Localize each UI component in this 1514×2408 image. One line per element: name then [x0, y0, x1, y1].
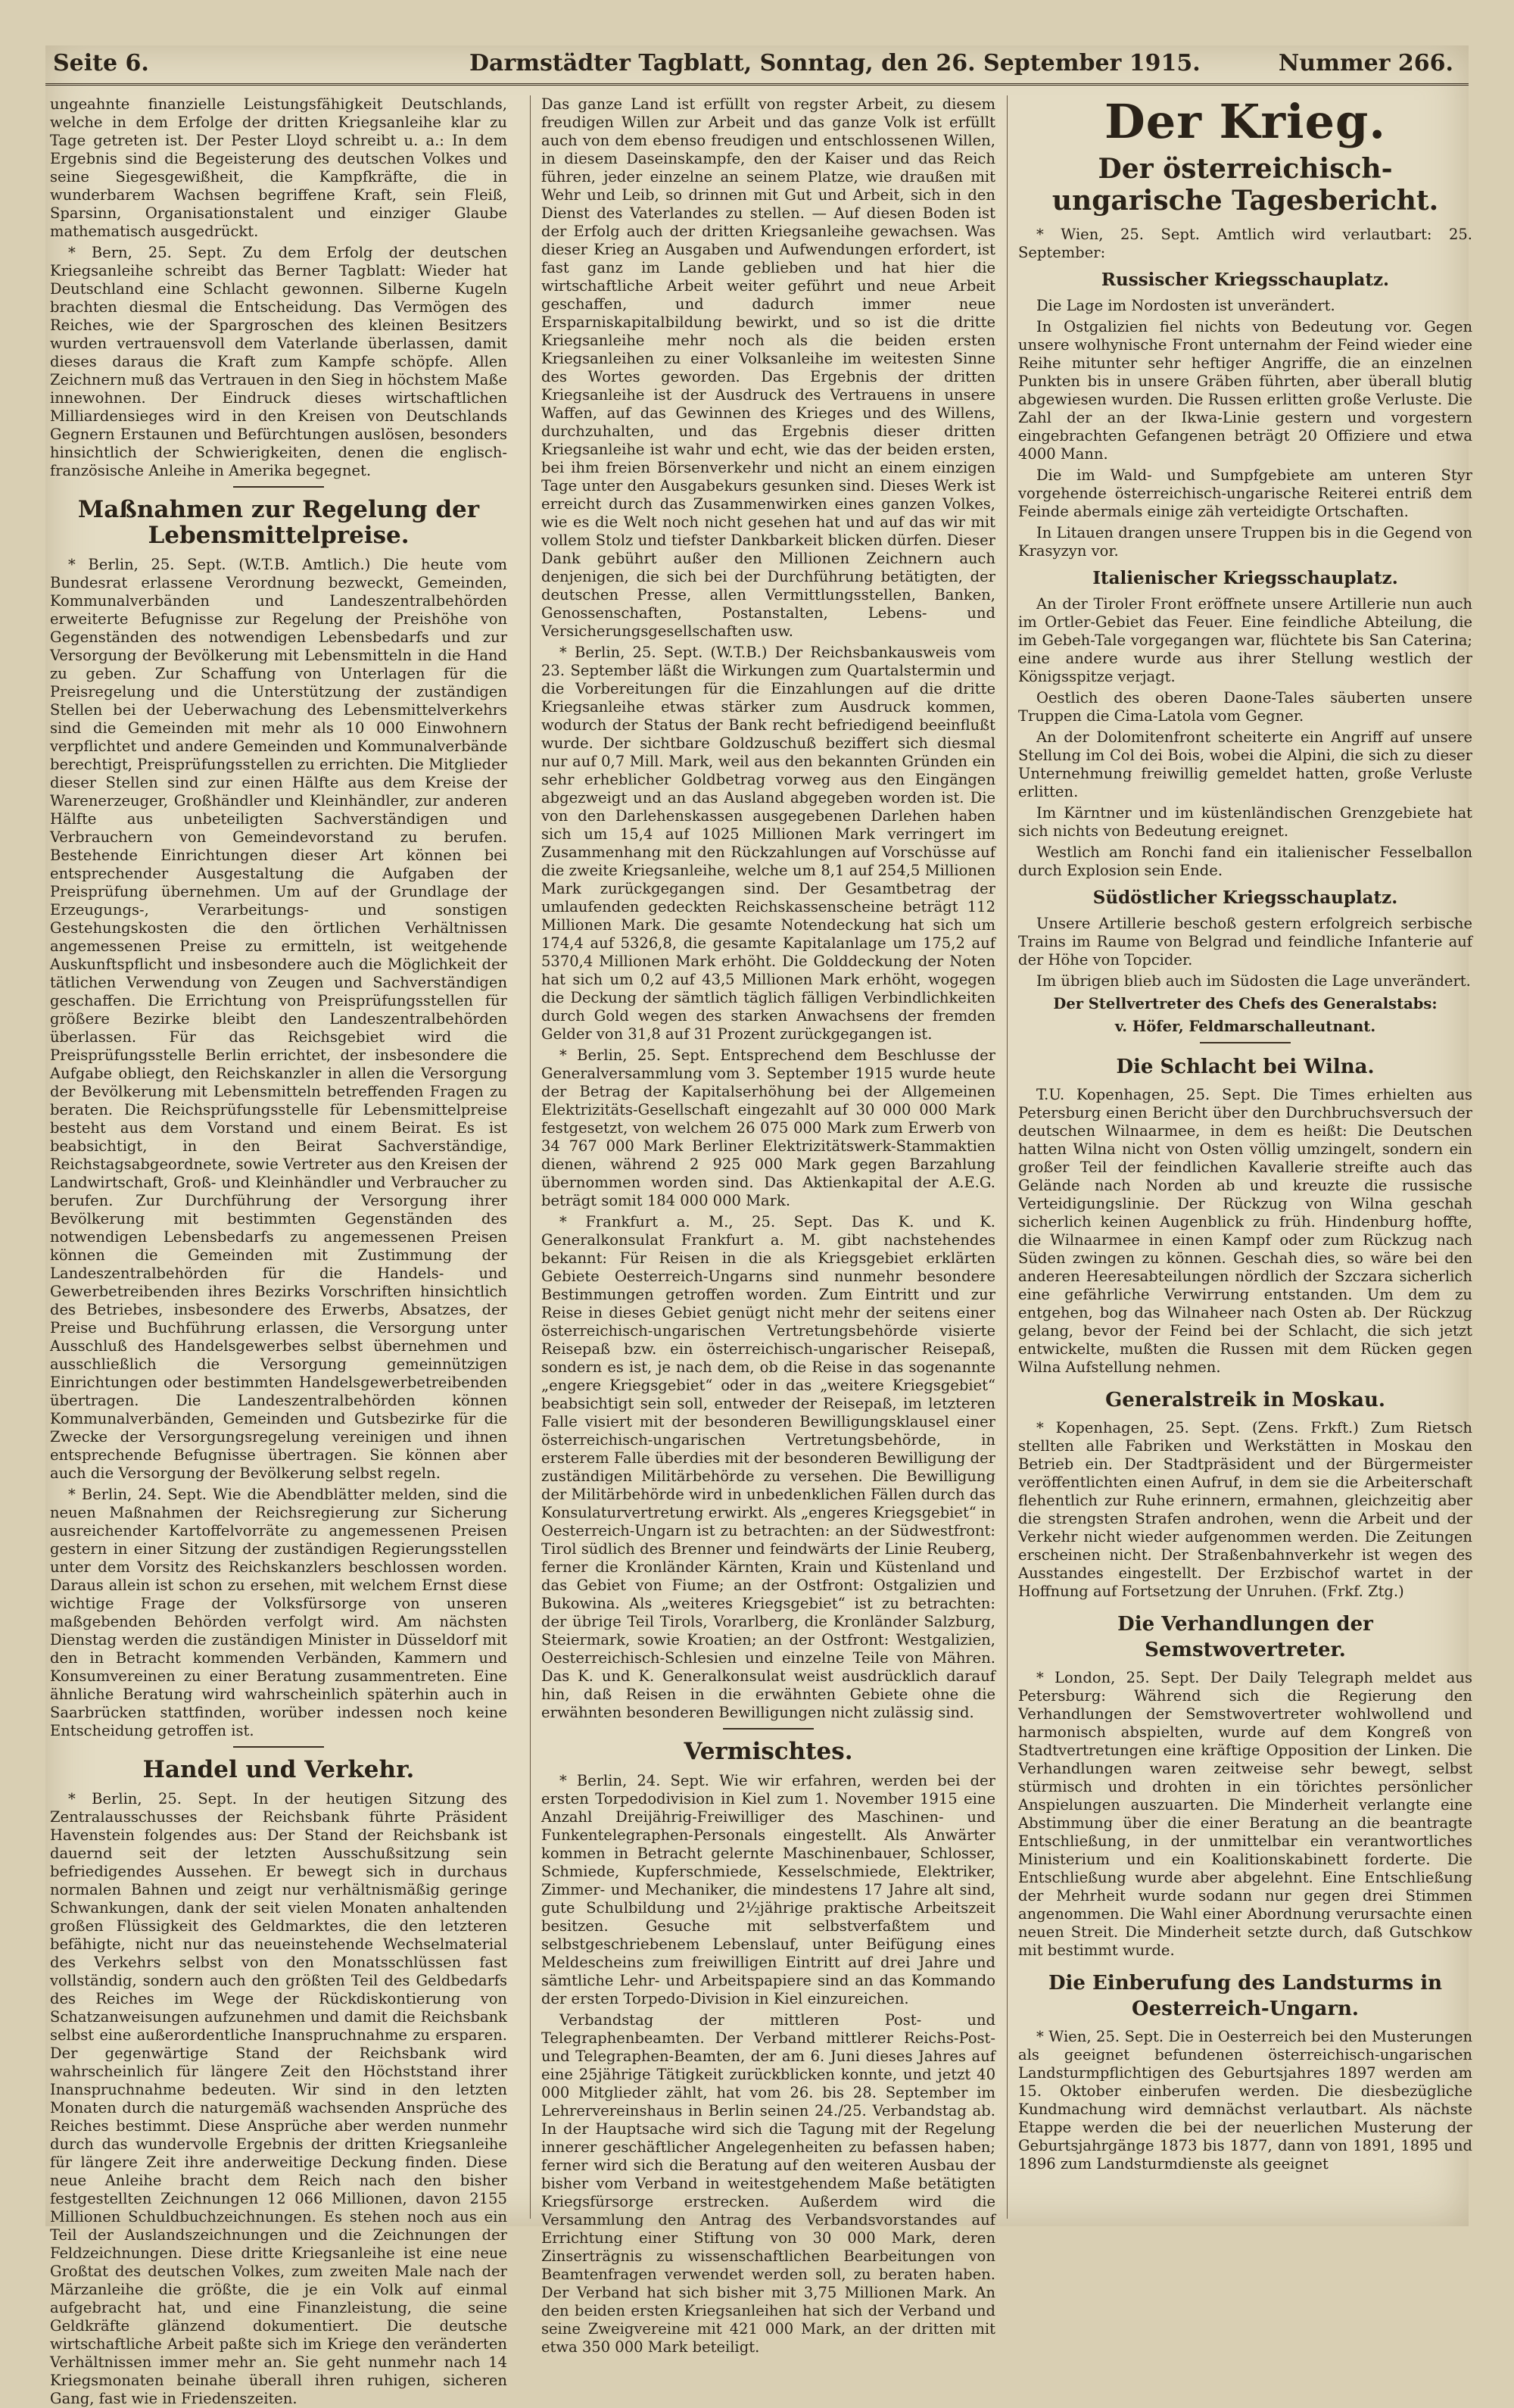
divider: [1200, 1042, 1291, 1043]
subheading-tagesbericht: Der österreichisch-ungarische Tagesbericht.: [1051, 153, 1439, 217]
article-bern: * Bern, 25. Sept. Zu dem Erfolg der deutschen Kriegsanleihe schreibt das Berner Tagblatt: Wieder hat Deutschland eine Schlacht gewonnen. Silberne Kugeln brachten diesmal die Entscheidung. Das Vermögen des Reiches, wie der Spargroschen des kleinen Besitzers wurden vertrauensvoll dem Vaterlande überlassen, damit dieses daraus die Kraft zum Kampfe schöpfe. Allen Zeichnern muß das Vertrauen in den Sieg in höchstem Maße innewohnen. Der Eindruck dieses wirtschaftlichen Milliardensieges wird in den Kreisen von Deutschlands Gegnern Erstaunen und Befürchtungen auslösen, besonders hinsichtlich der Schwierigkeiten, denen die englisch-französische Anleihe in Amerika begegnet.: [50, 244, 507, 479]
heading-italienischer: Italienischer Kriegsschauplatz.: [1092, 568, 1398, 588]
heading-vermischtes: Vermischtes.: [684, 1738, 853, 1765]
heading-handel: Handel und Verkehr.: [142, 1756, 415, 1783]
heading-der-krieg: Der Krieg.: [1104, 94, 1386, 149]
page-header: [45, 45, 1469, 86]
report-italy-1: An der Tiroler Front eröffnete unsere Artillerie nun auch im Ortler-Gebiet das Feuer. Eine feindliche Abteilung, die im Gebeh-Tale vorgegangen war, flüchtete bis San Caterina; eine andere wurde aus ihrer Stellung westlich der Königsspitze verjagt.: [1018, 595, 1472, 685]
page-number: Seite 6.: [53, 50, 149, 76]
report-southeast-2: Im übrigen blieb auch im Südosten die Lage unverändert.: [1036, 972, 1471, 990]
divider: [723, 1728, 814, 1730]
article-continuation-2: Das ganze Land ist erfüllt von regster Arbeit, zu diesem freudigen Willen zur Arbeit und das ganze Volk ist erfüllt auch von dem ebenso freudigen und entschlossenen Willen, in diesem Daseinskampfe, den der Kaiser und das Reich führen, jeder einzelne an seinem Platze, wie draußen mit Wehr und Leib, so drinnen mit Gut und Arbeit, sich in den Dienst des Vaterlandes zu stellen. — Auf diesen Boden ist der Erfolg auch der dritten Kriegsanleihe gewachsen. Was dieser Krieg an Ausgaben und Aufwendungen erfordert, ist fast ganz im Lande geblieben und hat hier die wirtschaftliche Arbeit weiter geführt und neue Arbeit geschaffen, und dadurch immer neue Ersparniskapitalbildung bewirkt, und so ist die dritte Kriegsanleihe mehr noch als die beiden ersten Kriegsanleihen zu einer Volksanleihe im weitesten Sinne des Wortes geworden. Das Ergebnis der dritten Kriegsanleihe ist der Ausdruck des Vertrauens in unsere Waffen, auf das Gewinnen des Krieges und des Willens, durchzuhalten, und das Ergebnis dieser dritten Kriegsanleihe ist wahr und echt, wie das der beiden ersten, bei ihm freien Börsenverkehr und nicht an einem einzigen Tage unter den Ausgabekurs gesunken sind. Dieses Werk ist erreicht durch das Zusammenwirken eines ganzen Volkes, wie es die Welt noch nicht gesehen hat und auf das wir mit vollem Stolz und tiefster Dankbarkeit blicken dürfen. Dieser Dank gebührt außer den Millionen Zeichnern auch denjenigen, die sich bei der Durchführung betätigten, der deutschen Presse, allen Vermittlungsstellen, Banken, Genossenschaften, Postanstalten, Lebens- und Versicherungsgesellschaften usw.: [541, 95, 995, 640]
newspaper-page: [45, 45, 1472, 2407]
heading-massnahmen: Maßnahmen zur Regelung der Lebensmittelpreise.: [77, 496, 480, 549]
dateline-wien: * Wien, 25. Sept. Amtlich wird verlautbart: 25. September:: [1018, 226, 1472, 261]
heading-suedoestlicher: Südöstlicher Kriegsschauplatz.: [1092, 887, 1398, 908]
report-italy-5: Westlich am Ronchi fand ein italienischer Fesselballon durch Explosion sein Ende.: [1018, 844, 1472, 879]
article-berlin-2: * Berlin, 24. Sept. Wie die Abendblätter melden, sind die neuen Maßnahmen der Reichsregierung zur Sicherung ausreichender Kartoffelvorräte zu angemessenen Preisen gestern in einer Sitzung der zuständigen Regierungsstellen unter dem Vorsitz des Reichskanzlers beschlossen worden. Daraus allein ist schon zu ersehen, mit welchem Ernst diese wichtige Frage der Volksfürsorge von unseren maßgebenden Behörden verfolgt wird. Am nächsten Dienstag werden die zuständigen Minister in Düsseldorf mit den in Betracht kommenden Verbänden, Kammern und Konsumvereinen zu einer Beratung zusammentreten. Eine ähnliche Beratung wird wahrscheinlich späterhin auch in Saarbrücken stattfinden, worüber indessen noch keine Entscheidung getroffen ist.: [50, 1486, 507, 1739]
heading-semstwo: Die Verhandlungen der Semstwovertreter.: [1117, 1613, 1373, 1661]
article-landsturm: * Wien, 25. Sept. Die in Oesterreich bei den Musterungen als geeignet befundenen österreichisch-ungarischen Landsturmpflichtigen des Geburtsjahres 1897 werden am 15. Oktober einberufen werden. Die diesbezügliche Kundmachung wird demnächst verlautbart. Als nächste Etappe werden die bei der neuerlichen Musterung der Geburtsjahrgänge 1873 bis 1877, dann von 1891, 1895 und 1896 zum Landsturmdienste als geeignet: [1018, 2028, 1472, 2173]
report-italy-2: Oestlich des oberen Daone-Tales säuberten unsere Truppen die Cima-Latola vom Gegner.: [1018, 689, 1472, 725]
issue-number: Nummer 266.: [1278, 50, 1453, 76]
report-italy-3: An der Dolomitenfront scheiterte ein Angriff auf unsere Stellung im Col dei Bois, wobei die Alpini, die sich zu dieser Unternehmung freiwillig gemeldet hatten, große Verluste erlitten.: [1018, 728, 1472, 800]
article-reichsbank: * Berlin, 25. Sept. (W.T.B.) Der Reichsbankausweis vom 23. September läßt die Wirkungen zum Quartalstermin und die Vorbereitungen für die Einzahlungen auf die dritte Kriegsanleihe etwas stärker zum Ausdruck kommen, wodurch der Status der Bank recht befriedigend beeinflußt wurde. Der sichtbare Goldzuschuß beziffert sich diesmal nur auf 0,7 Mill. Mark, weil aus den bekannten Gründen ein sehr erheblicher Goldbetrag vorweg aus den Eingängen abgezweigt und an das Ausland abgegeben worden ist. Die von den Darlehenskassen ausgegebenen Darlehen haben sich um 15,4 auf 1025 Millionen Mark verringert im Zusammenhang mit den Rückzahlungen auf Vorschüsse auf die zweite Kriegsanleihe, welche um 8,1 auf 254,5 Millionen Mark zurückgegangen sind. Der Gesamtbetrag der umlaufenden gedeckten Reichskassenscheine beträgt 112 Millionen Mark. Die gesamte Notendeckung hat sich um 174,4 auf 5326,8, die gesamte Kapitalanlage um 175,2 auf 5370,4 Millionen Mark erhöht. Die Golddeckung der Noten hat sich um 0,2 auf 43,5 Millionen Mark erhöht, wogegen die Deckung der sämtlich täglich fälligen Verbindlichkeiten durch Gold wegen des starken Anwachsens der fremden Gelder von 31,8 auf 31 Prozent zurückgegangen ist.: [541, 644, 995, 1043]
article-torpedo: * Berlin, 24. Sept. Wie wir erfahren, werden bei der ersten Torpedodivision in Kiel zum 1. November 1915 eine Anzahl Dreijährig-Freiwilliger des Maschinen- und Funkentelegraphen-Personals eingestellt. Als Anwärter kommen in Betracht gelernte Maschinenbauer, Schlosser, Schmiede, Kupferschmiede, Kesselschmiede, Elektriker, Zimmer- und Mechaniker, die mindestens 17 Jahre alt sind, gute Schulbildung und 2½jährige praktische Arbeitszeit besitzen. Gesuche mit selbstverfaßtem und selbstgeschriebenem Lebenslauf, unter Beifügung eines Meldescheins zum freiwilligen Eintritt auf drei Jahre und sämtliche Lehr- und Arbeitspapiere sind an das Kommando der ersten Torpedo-Division in Kiel einzureichen.: [541, 1772, 995, 2007]
article-berlin-3: * Berlin, 25. Sept. In der heutigen Sitzung des Zentralausschusses der Reichsbank führte Präsident Havenstein folgendes aus: Der Stand der Reichsbank ist dauernd seit der letzten Ausschußsitzung sein befriedigendes Aussehen. Er bewegt sich in durchaus normalen Bahnen und zeigt nur verhältnismäßig geringe Schwankungen, dank der seit vielen Monaten anhaltenden großen Flüssigkeit des Geldmarktes, die den letzteren befähigte, nicht nur das neueinstehende Wechselmaterial des Verkehrs selbst von den Monatsschlüssen fast vollständig, sondern auch den größten Teil des Geldbedarfs des Reiches im Wege der Rückdiskontierung von Schatzanweisungen aufzunehmen und damit die Reichsbank selbst eine außerordentliche Inanspruchnahme zu ersparen. Der gegenwärtige Stand der Reichsbank wird wahrscheinlich für längere Zeit den Höchststand ihrer Inanspruchnahme bedeuten. Wir sind in den letzten Monaten durch die naturgemäß wachsenden Ansprüche des Reiches bestimmt. Diese Ansprüche aber werden nunmehr durch das wundervolle Ergebnis der dritten Kriegsanleihe für längere Zeit ihre anderweitige Deckung finden. Diese neue Anleihe bracht dem Reich nach den bisher festgestellten Zeichnungen 12 066 Millionen, davon 2155 Millionen Schuldbuchzeichnungen. Es stehen noch aus ein Teil der Auslandszeichnungen und die Zeichnungen der Feldzeichnungen. Diese dritte Kriegsanleihe ist eine neue Großtat des deutschen Volkes, zum zweiten Male nach der Märzanleihe die größte, die je ein Volk auf einmal aufgebracht hat, und eine Finanzleistung, die seine Geldkräfte glänzend dokumentiert. Die deutsche wirtschaftliche Arbeit paßte sich im Kriege den veränderten Verhältnissen immer mehr an. Sie geht nunmehr nach 14 Kriegsmonaten beinahe überall ihren ruhigen, sicheren Gang, fast wie in Friedenszeiten.: [50, 1790, 507, 2407]
report-russia-2: In Ostgalizien fiel nichts von Bedeutung vor. Gegen unsere wolhynische Front unternahm der Feind wieder eine Reihe mitunter sehr heftiger Angriffe, die an einzelnen Punkten bis in unsere Gräben führten, aber überall blutig abgewiesen wurden. Die Russen erlitten große Verluste. Die Zahl der an der Ikwa-Linie gestern und vorgestern eingebrachten Gefangenen beträgt 20 Offiziere und etwa 4000 Mann.: [1018, 318, 1472, 463]
signature-name: v. Höfer, Feldmarschalleutnant.: [1114, 1018, 1376, 1035]
signature-title: Der Stellvertreter des Chefs des Generalstabs:: [1053, 995, 1438, 1012]
divider: [233, 486, 324, 488]
article-verbandstag: Verbandstag der mittleren Post- und Telegraphenbeamten. Der Verband mittlerer Reichs-Post- und Telegraphen-Beamten, der am 6. Juni dieses Jahres auf eine 25jährige Tätigkeit zurückblicken konnte, und jetzt 40 000 Mitglieder zählt, hat vom 26. bis 28. September im Lehrervereinshaus in Berlin seinen 24./25. Verbandstag ab. In der Hauptsache wird sich die Tagung mit der Regelung innerer geschäftlicher Angelegenheiten zu befassen haben; ferner wird sich die Beratung auf den weiteren Ausbau der bisher vom Verband in weitestgehendem Maße betätigten Kriegsfürsorge erstrecken. Außerdem wird die Versammlung den Antrag des Verbandsvorstandes auf Errichtung einer Stiftung von 30 000 Mark, deren Zinserträgnis zu wissenschaftlichen Bearbeitungen von Beamtenfragen verwendet werden soll, zu beraten haben. Der Verband hat sich bisher mit 3,75 Millionen Mark. An den beiden ersten Kriegsanleihen hat sich der Verband und seine Zweigvereine mit 421 000 Mark, an der dritten mit etwa 350 000 Mark beteiligt.: [541, 2011, 995, 2356]
heading-generalstreik: Generalstreik in Moskau.: [1105, 1389, 1385, 1411]
column-3: [1007, 95, 1472, 2219]
article-moskau: * Kopenhagen, 25. Sept. (Zens. Frkft.) Zum Rietsch stellten alle Fabriken und Werkstätten in Moskau den Betrieb ein. Der Stadtpräsident und der Bürgermeister veröffentlichten einen Aufruf, in dem sie die Arbeiterschaft flehentlich zur Ruhe erinnern, ermahnen, gleichzeitig aber die strengsten Strafen androhen, wenn die Arbeit und der Verkehr nicht wieder aufgenommen werden. Die Zeitungen erscheinen nicht. Der Straßenbahnverkehr ist wegen des Ausstandes eingestellt. Der Erzbischof wartet in der Hoffnung auf Fortsetzung der Unruhen. (Frkf. Ztg.): [1018, 1419, 1472, 1600]
report-italy-4: Im Kärntner und im küstenländischen Grenzgebiete hat sich nichts von Bedeutung ereignet.: [1018, 804, 1472, 840]
report-southeast-1: Unsere Artillerie beschoß gestern erfolgreich serbische Trains im Raume von Belgrad und feindliche Infanterie auf der Höhe von Topcider.: [1018, 915, 1472, 969]
report-russia-4: In Litauen drangen unsere Truppen bis in die Gegend von Krasyzyn vor.: [1018, 524, 1472, 560]
article-semstwo: * London, 25. Sept. Der Daily Telegraph meldet aus Petersburg: Während sich die Regierung den Verhandlungen der Semstwovertreter wohlwollend und harmonisch abspielten, wurde auf dem Kongreß von Stadtvertretungen eine kräftige Opposition der Linken. Die Verhandlungen waren zeitweise sehr bewegt, selbst stürmisch und drohten in ein törichtes persönlicher Anspielungen auszuarten. Die Minderheit verlangte eine Abstimmung über die einer Beratung an die beantragte Entschließung, in der unmittelbar ein verantwortliches Ministerium und ein Koalitionskabinett forderte. Die Entschließung wurde aber abgelehnt. Eine Entschließung der Mehrheit wurde sodann nur gegen drei Stimmen angenommen. Die Wahl einer Abordnung verursachte einen neuen Streit. Die Minderheit setzte durch, daß Gutschkow mit bestimmt wurde.: [1018, 1669, 1472, 1959]
report-russia-1: Die Lage im Nordosten ist unverändert.: [1036, 297, 1335, 314]
masthead: Darmstädter Tagblatt, Sonntag, den 26. September 1915.: [469, 50, 1201, 76]
article-continuation: ungeahnte finanzielle Leistungsfähigkeit Deutschlands, welche in dem Erfolge der dritten Kriegsanleihe klar zu Tage getreten ist. Der Pester Lloyd schreibt u. a.: In dem Ergebnis sind die Begeisterung des deutschen Volkes und seine Siegesgewißheit, die Kampfkräfte, die in wunderbarem Wachsen begriffene Kraft, sein Fleiß, Sparsinn, Organisationstalent und einziger Glaube mathematisch ausgedrückt.: [50, 95, 507, 240]
heading-russischer: Russischer Kriegsschauplatz.: [1101, 270, 1390, 290]
column-1: [50, 95, 507, 2407]
article-aeg: * Berlin, 25. Sept. Entsprechend dem Beschlusse der Generalversammlung vom 3. September 1915 wurde heute der Betrag der Kapitalserhöhung bei der Allgemeinen Elektrizitäts-Gesellschaft eingezahlt auf 30 000 000 Mark festgesetzt, von welchem 26 075 000 Mark zum Erwerb von 34 767 000 Mark Berliner Elektrizitätswerk-Stammaktien dienen, während 2 925 000 Mark gegen Barzahlung übernommen worden sind. Das Aktienkapital der A.E.G. beträgt somit 184 000 000 Mark.: [541, 1046, 995, 1209]
heading-landsturm: Die Einberufung des Landsturms in Oesterreich-Ungarn.: [1048, 1972, 1442, 2020]
article-frankfurt: * Frankfurt a. M., 25. Sept. Das K. und K. Generalkonsulat Frankfurt a. M. gibt nachstehendes bekannt: Für Reisen in die als Kriegsgebiet erklärten Gebiete Oesterreich-Ungarns sind nunmehr besondere Bestimmungen getroffen worden. Zum Eintritt und zur Reise in dieses Gebiet genügt nicht mehr der seitens einer österreichisch-ungarischen Vertretungsbehörde visierte Reisepaß bzw. ein österreichisch-ungarischer Reisepaß, sondern es ist, je nach dem, ob die Reise in das sogenannte „engere Kriegsgebiet“ oder in das „weitere Kriegsgebiet“ beabsichtigt sein soll, entweder der Reisepaß, im letzteren Falle visiert mit der besonderen Bewilligungsklausel einer österreichisch-ungarischen Vertretungsbehörde, in ersterem Falle überdies mit der besonderen Bewilligung der zuständigen Militärbehörde zu versehen. Die Bewilligung der Militärbehörde wird in unbedenklichen Fällen durch das Konsulaturvertretung erwirkt. Als „engeres Kriegsgebiet“ in Oesterreich-Ungarn ist zu betrachten: an der Südwestfront: Tirol südlich des Brenner und feindwärts der Linie Reuberg, ferner die Kronländer Kärnten, Krain und Küstenland und das Gebiet von Fiume; an der Ostfront: Ostgalizien und Bukowina. Als „weiteres Kriegsgebiet“ ist zu betrachten: der übrige Teil Tirols, Vorarlberg, die Kronländer Salzburg, Steiermark, sowie Kroatien; an der Ostfront: Westgalizien, Oesterreichisch-Schlesien und einzelne Teile von Mähren. Das K. und K. Generalkonsulat weist ausdrücklich darauf hin, daß Reisen in die erwähnten Gebiete ohne die erwähnten besonderen Bewilligungen nicht zulässig sind.: [541, 1213, 995, 1721]
article-berlin-1: * Berlin, 25. Sept. (W.T.B. Amtlich.) Die heute vom Bundesrat erlassene Verordnung bezweckt, Gemeinden, Kommunalverbänden und Landeszentralbehörden erweiterte Befugnisse zur Regelung der Preishöhe von Gegenständen des notwendigen Lebensbedarfs und zur Versorgung der Bevölkerung mit Lebensmitteln in die Hand zu geben. Zur Schaffung von Unterlagen für die Preisregelung und die Unterstützung der zuständigen Stellen bei der Ueberwachung des Lebensmittelverkehrs sind die Gemeinden mit mehr als 10 000 Einwohnern verpflichtet und andere Gemeinden und Kommunalverbände berechtigt, Preisprüfungsstellen zu errichten. Die Mitglieder dieser Stellen sind zur einen Hälfte aus dem Kreise der Warenerzeuger, Großhändler und Kleinhändler, zur anderen Hälfte aus unbeteiligten Sachverständigen und Verbrauchern von Gemeindevorstand zu berufen. Bestehende Einrichtungen dieser Art können bei entsprechender Ausgestaltung die Aufgaben der Preisprüfung übernehmen. Um auf der Grundlage der Erzeugungs-, Verarbeitungs- und sonstigen Gestehungskosten die den örtlichen Verhältnissen angemessenen Preise zu ermitteln, ist weitgehende Auskunftspflicht und insbesondere auch die Möglichkeit der tätlichen Verwendung von Zeugen und Sachverständigen geschaffen. Die Errichtung von Preisprüfungsstellen für größere Bezirke bleibt den Landeszentralbehörden überlassen. Für das Reichsgebiet wird die Preisprüfungsstelle Berlin errichtet, der insbesondere die Aufgabe obliegt, den Reichskanzler in allen die Versorgung der Bevölkerung mit Lebensmitteln betreffenden Fragen zu beraten. Die Reichsprüfungsstelle für Lebensmittelpreise besteht aus dem Vorstand und einem Beirat. Es ist beabsichtigt, in den Beirat Sachverständige, Reichstagsabgeordnete, sowie Vertreter aus den Kreisen der Landwirtschaft, Groß- und Kleinhändler und Verbraucher zu berufen. Zur Durchführung der Versorgung ihrer Bevölkerung mit bestimmten Gegenständen des notwendigen Lebensbedarfs zu angemessenen Preisen können die Gemeinden mit Zustimmung der Landeszentralbehörden für die Handels- und Gewerbetreibenden ihres Bezirks Vorschriften hinsichtlich des Betriebes, insbesondere des Erwerbs, Absatzes, der Preise und Buchführung erlassen, die Versorgung unter Ausschluß des Handelsgewerbes selbst übernehmen und ausschließlich die Versorgung gemeinnützigen Einrichtungen oder bestimmten Handelsgewerbetreibenden übertragen. Die Landeszentralbehörden können Kommunalverbänden, Gemeinden und Gutsbezirke für die Zwecke der Versorgungsregelung vereinigen und ihnen entsprechende Befugnisse übertragen. Sie können aber auch die Versorgung der Bevölkerung selbst regeln.: [50, 556, 507, 1482]
heading-wilna: Die Schlacht bei Wilna.: [1116, 1056, 1375, 1078]
article-wilna: T.U. Kopenhagen, 25. Sept. Die Times erhielten aus Petersburg einen Bericht über den Durchbruchsversuch der deutschen Wilnaarmee, in dem es heißt: Die Deutschen hatten Wilna nicht von Osten völlig umzingelt, sondern ein großer Teil der feindlichen Kavallerie streifte auch das Gelände nach Norden ab und kreuzte die russische Verteidigungslinie. Der Rückzug von Wilna geschah sicherlich keinen Augenblick zu früh. Hindenburg hoffte, die Wilnaarmee in einen Kampf oder zum Rückzug nach Süden zwingen zu können. Geschah dies, so wäre bei den anderen Heeresabteilungen nördlich der Szczara sicherlich eine gefährliche Verwirrung entstanden. Um dem zu entgehen, bog das Wilnaheer nach Osten ab. Der Rückzug gelang, bevor der Feind bei der Schlacht, die sich jetzt entwickelte, mußten die Russen mit dem Rücken gegen Wilna Aufstellung nehmen.: [1018, 1086, 1472, 1376]
report-russia-3: Die im Wald- und Sumpfgebiete am unteren Styr vorgehende österreichisch-ungarische Reiterei entriß dem Feinde abermals einige zäh verteidigte Ortschaften.: [1018, 466, 1472, 520]
column-2: [530, 95, 995, 2356]
divider: [233, 1746, 324, 1748]
